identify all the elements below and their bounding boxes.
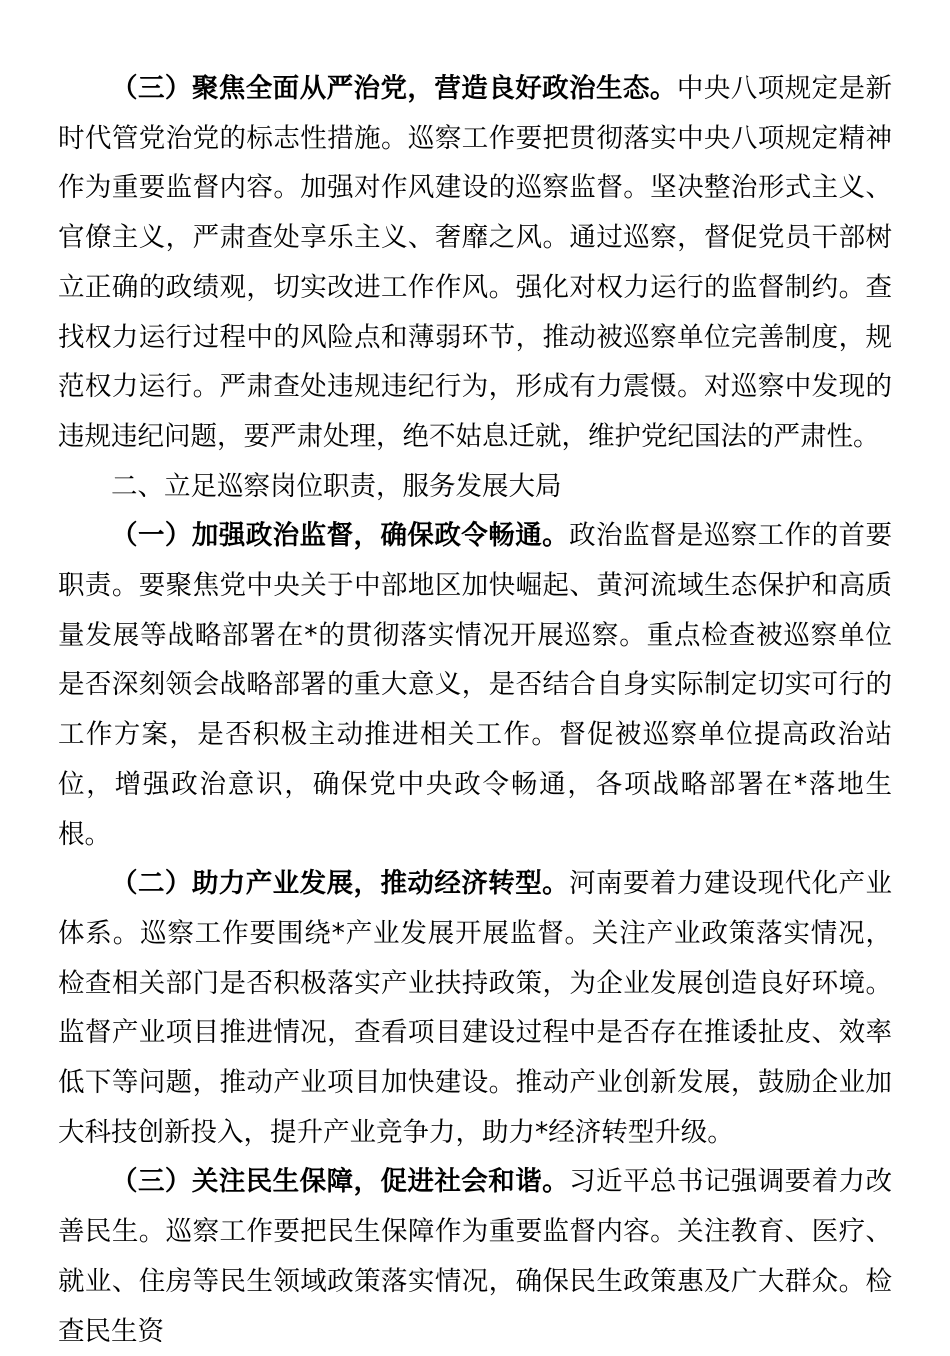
paragraph-text: 中央八项规定是新时代管党治党的标志性措施。巡察工作要把贯彻落实中央八项规定精神作为重要监督内容。加强对作风建设的巡察监督。坚决整治形式主义、官僚主义，严肃查处享乐主义、奢靡之风。通过巡察，督促党员干部树立正确的政绩观，切实改进工作作风。强化对权力运行的监督制约。查找权力运行过程中的风险点和薄弱环节，推动被巡察单位完善制度，规范权力运行。严肃查处违规违纪行为，形成有力震慑。对巡察中发现的违规违纪问题，要严肃处理，绝不姑息迁就，维护党纪国法的严肃性。 [58, 73, 892, 452]
paragraph-text: 政治监督是巡察工作的首要职责。要聚焦党中央关于中部地区加快崛起、黄河流域生态保护和高质量发展等战略部署在*的贯彻落实情况开展巡察。重点检查被巡察单位是否深刻领会战略部署的重大意义，是否结合自身实际制定切实可行的工作方案，是否积极主动推进相关工作。督促被巡察单位提高政治站位，增强政治意识，确保党中央政令畅通，各项战略部署在*落地生根。 [58, 520, 893, 850]
paragraph-lead: （二）助力产业发展，推动经济转型。 [111, 868, 570, 900]
paragraph-lead: （三）聚焦全面从严治党，营造良好政治生态。 [111, 73, 677, 104]
paragraph-livelihood [58, 1157, 892, 1356]
paragraph-political-supervision [58, 511, 892, 859]
paragraph-text: 习近平总书记强调要着力改善民生。巡察工作要把民生保障作为重要监督内容。关注教育、医疗、就业、住房等民生领域政策落实情况，确保民生政策惠及广大群众。检查民生资 [58, 1166, 893, 1347]
paragraph-text: 河南要着力建设现代化产业体系。巡察工作要围绕*产业发展开展监督。关注产业政策落实情况，检查相关部门是否积极落实产业扶持政策，为企业发展创造良好环境。监督产业项目推进情况，查看项目建设过程中是否存在推诿扯皮、效率低下等问题，推动产业项目加快建设。推动产业创新发展，鼓励企业加大科技创新投入，提升产业竞争力，助力*经济转型升级。 [58, 868, 893, 1148]
paragraph-lead: （三）关注民生保障，促进社会和谐。 [111, 1166, 570, 1198]
paragraph-party-discipline [58, 64, 892, 462]
paragraph-lead: （一）加强政治监督，确保政令畅通。 [111, 520, 570, 552]
paragraph-industry-development [58, 859, 892, 1157]
section-heading: 二、立足巡察岗位职责，服务发展大局 [111, 470, 562, 502]
document-body [58, 64, 892, 1356]
